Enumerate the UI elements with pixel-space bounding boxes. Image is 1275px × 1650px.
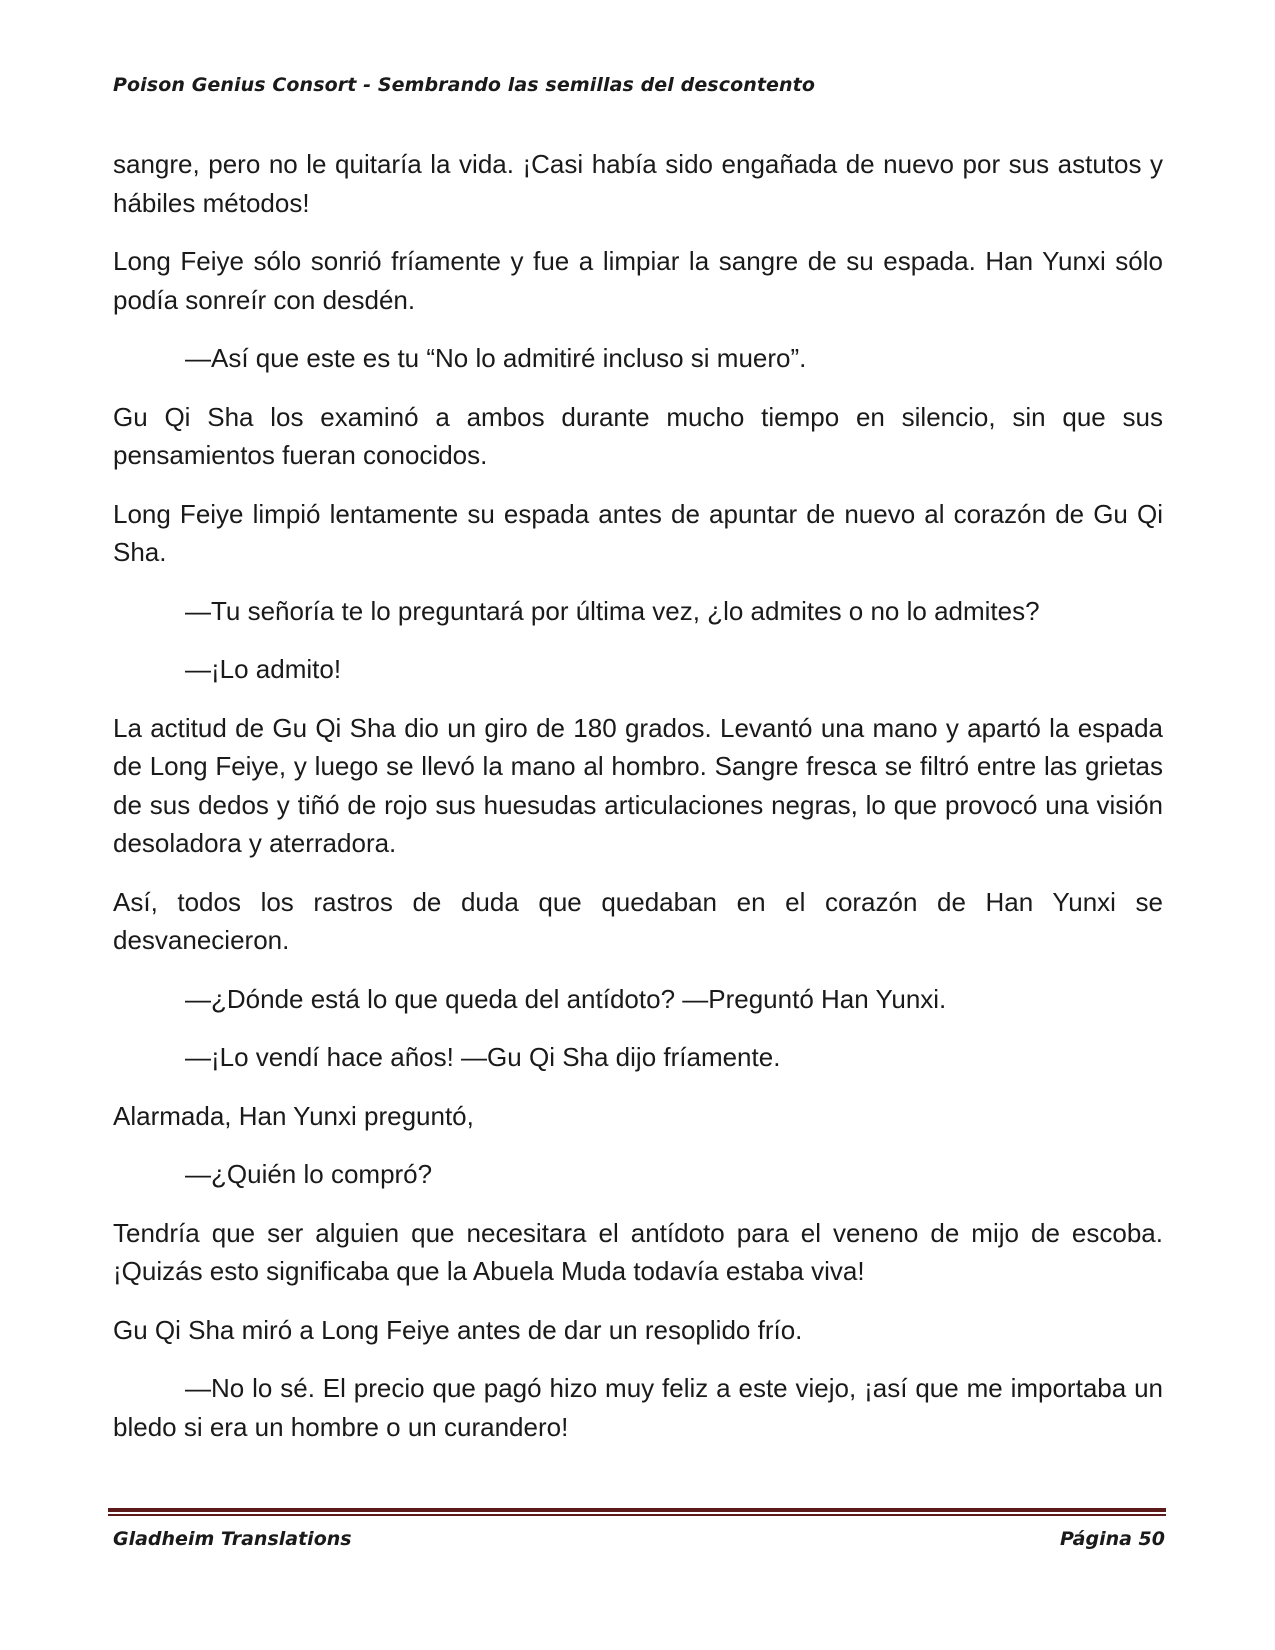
paragraph: Gu Qi Sha los examinó a ambos durante mucho tiempo en silencio, sin que sus pensamientos fueran conocidos. bbox=[113, 401, 1163, 470]
dialog-paragraph: —Así que este es tu “No lo admitiré incluso si muero”. bbox=[185, 343, 807, 373]
dialog-paragraph: —¿Dónde está lo que queda del antídoto? —Preguntó Han Yunxi. bbox=[185, 983, 947, 1014]
footer-divider bbox=[108, 1508, 1166, 1516]
document-body bbox=[113, 145, 1163, 1466]
paragraph: Long Feiye sólo sonrió fríamente y fue a limpiar la sangre de su espada. Han Yunxi sólo podía sonreír con desdén. bbox=[113, 246, 1163, 315]
paragraph: Tendría que ser alguien que necesitara el antídoto para el veneno de mijo de escoba. ¡Quizás esto significaba que la Abuela Muda todavía estaba viva! bbox=[113, 1217, 1163, 1286]
dialog-paragraph: —¡Lo vendí hace años! —Gu Qi Sha dijo fríamente. bbox=[185, 1042, 781, 1072]
paragraph: Long Feiye limpió lentamente su espada antes de apuntar de nuevo al corazón de Gu Qi Sha. bbox=[113, 498, 1163, 567]
dialog-paragraph: —¡Lo admito! bbox=[185, 654, 342, 684]
paragraph: sangre, pero no le quitaría la vida. ¡Casi había sido engañada de nuevo por sus astutos y hábiles métodos! bbox=[113, 149, 1163, 218]
footer-translator: Gladheim Translations bbox=[113, 1528, 352, 1550]
paragraph: Así, todos los rastros de duda que quedaban en el corazón de Han Yunxi se desvanecieron. bbox=[113, 886, 1163, 955]
paragraph: La actitud de Gu Qi Sha dio un giro de 180 grados. Levantó una mano y apartó la espada de Long Feiye, y luego se llevó la mano al hombro. Sangre fresca se filtró entre las grietas de sus dedos y tiñó de rojo sus huesudas articulaciones negras, lo que provocó una visión desoladora y aterradora. bbox=[113, 712, 1163, 858]
paragraph: Gu Qi Sha miró a Long Feiye antes de dar un resoplido frío. bbox=[113, 1314, 803, 1345]
dialog-paragraph: —Tu señoría te lo preguntará por última vez, ¿lo admites o no lo admites? bbox=[185, 595, 1040, 626]
footer-divider-thick bbox=[108, 1508, 1166, 1512]
footer-page-number: Página 50 bbox=[1059, 1528, 1165, 1550]
paragraph: Alarmada, Han Yunxi preguntó, bbox=[113, 1100, 474, 1131]
footer-divider-thin bbox=[108, 1514, 1166, 1516]
dialog-paragraph: —¿Quién lo compró? bbox=[185, 1159, 433, 1189]
dialog-paragraph: —No lo sé. El precio que pagó hizo muy feliz a este viejo, ¡así que me importaba un bledo si era un hombre o un curandero! bbox=[113, 1373, 1163, 1442]
running-header: Poison Genius Consort - Sembrando las semillas del descontento bbox=[113, 74, 815, 96]
